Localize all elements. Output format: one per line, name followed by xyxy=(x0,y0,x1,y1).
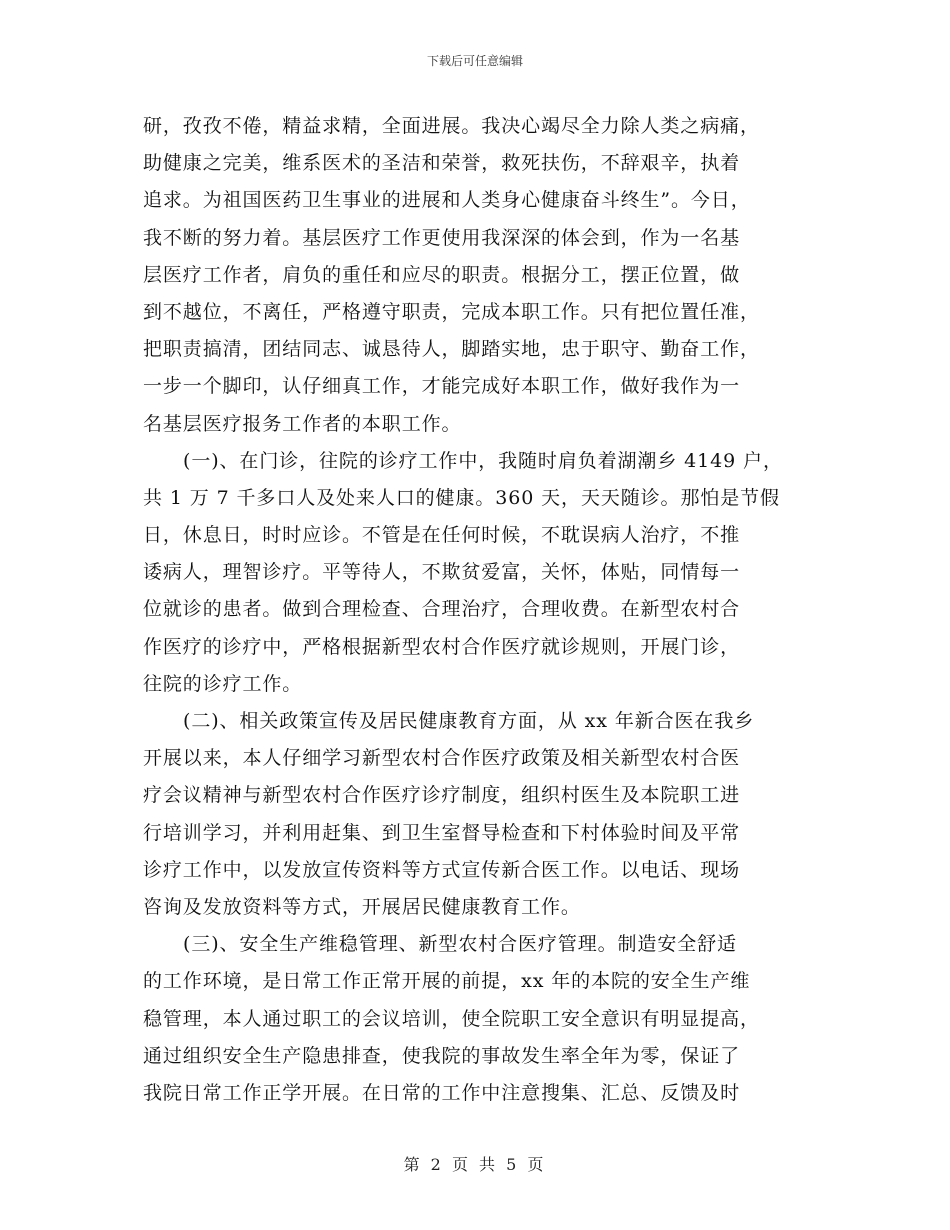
text-line: 层医疗工作者，肩负的重任和应尽的职责。根据分工，摆正位置，做 xyxy=(143,263,741,286)
header-note: 下载后可任意编辑 xyxy=(426,54,523,68)
text-line: 作医疗的诊疗中，严格根据新型农村合作医疗就诊规则，开展门诊， xyxy=(143,635,741,658)
paragraph-start-line: (三)、安全生产维稳管理、新型农村合医疗管理。制造安全舒适 xyxy=(183,933,737,956)
text-line: 疗会议精神与新型农村合作医疗诊疗制度，组织村医生及本院职工进 xyxy=(143,784,741,807)
text-line: 共 1 万 7 千多口人及处来人口的健康。360 天，天天随诊。那怕是节假 xyxy=(143,486,780,509)
paragraph-start-line: (二)、相关政策宣传及居民健康教育方面，从 xx 年新合医在我乡 xyxy=(183,710,755,732)
text-line: 追求。为祖国医药卫生事业的进展和人类身心健康奋斗终生”。今日， xyxy=(143,189,751,212)
text-line: 名基层医疗报务工作者的本职工作。 xyxy=(143,412,462,435)
text-line: 位就诊的患者。做到合理检查、合理治疗，合理收费。在新型农村合 xyxy=(143,598,741,621)
text-line: 咨询及发放资料等方式，开展居民健康教育工作。 xyxy=(143,895,581,918)
text-line: 一步一个脚印，认仔细真工作，才能完成好本职工作，做好我作为一 xyxy=(143,375,741,398)
paragraph-start-line: (一)、在门诊，往院的诊疗工作中，我随时肩负着湖潮乡 4149 户， xyxy=(183,449,783,472)
text-line: 通过组织安全生产隐患排查，使我院的事故发生率全年为零，保证了 xyxy=(143,1044,741,1067)
text-line: 开展以来，本人仔细学习新型农村合作医疗政策及相关新型农村合医 xyxy=(143,747,741,770)
text-line: 诊疗工作中，以发放宣传资料等方式宣传新合医工作。以电话、现场 xyxy=(143,858,741,881)
text-line: 日，休息日，时时应诊。不管是在任何时候，不耽误病人治疗，不推 xyxy=(143,524,741,547)
text-line: 我院日常工作正学开展。在日常的工作中注意搜集、汇总、反馈及时 xyxy=(143,1081,741,1104)
text-line: 研，孜孜不倦，精益求精，全面进展。我决心竭尽全力除人类之病痛， xyxy=(143,115,760,137)
text-line: 的工作环境，是日常工作正常开展的前提，xx 年的本院的安全生产维 xyxy=(143,970,751,993)
text-line: 我不断的努力着。基层医疗工作更使用我深深的体会到，作为一名基 xyxy=(143,226,741,249)
text-line: 把职责搞清，团结同志、诚恳待人，脚踏实地，忠于职守、勤奋工作， xyxy=(143,338,760,361)
text-line: 行培训学习，并利用赶集、到卫生室督导检查和下村体验时间及平常 xyxy=(143,821,741,844)
text-line: 到不越位，不离任，严格遵守职责，完成本职工作。只有把位置任准， xyxy=(143,300,760,323)
text-line: 助健康之完美，维系医术的圣洁和荣誉，救死扶伤，不辞艰辛，执着 xyxy=(143,152,741,175)
text-line: 往院的诊疗工作。 xyxy=(143,672,303,695)
page-number-footer: 第 2 页 共 5 页 xyxy=(403,1155,547,1174)
text-line: 诿病人，理智诊疗。平等待人，不欺贫爱富，关怀，体贴，同情每一 xyxy=(143,561,741,584)
document-body xyxy=(143,108,808,1112)
text-line: 稳管理，本人通过职工的会议培训，使全院职工安全意识有明显提高， xyxy=(143,1007,760,1030)
